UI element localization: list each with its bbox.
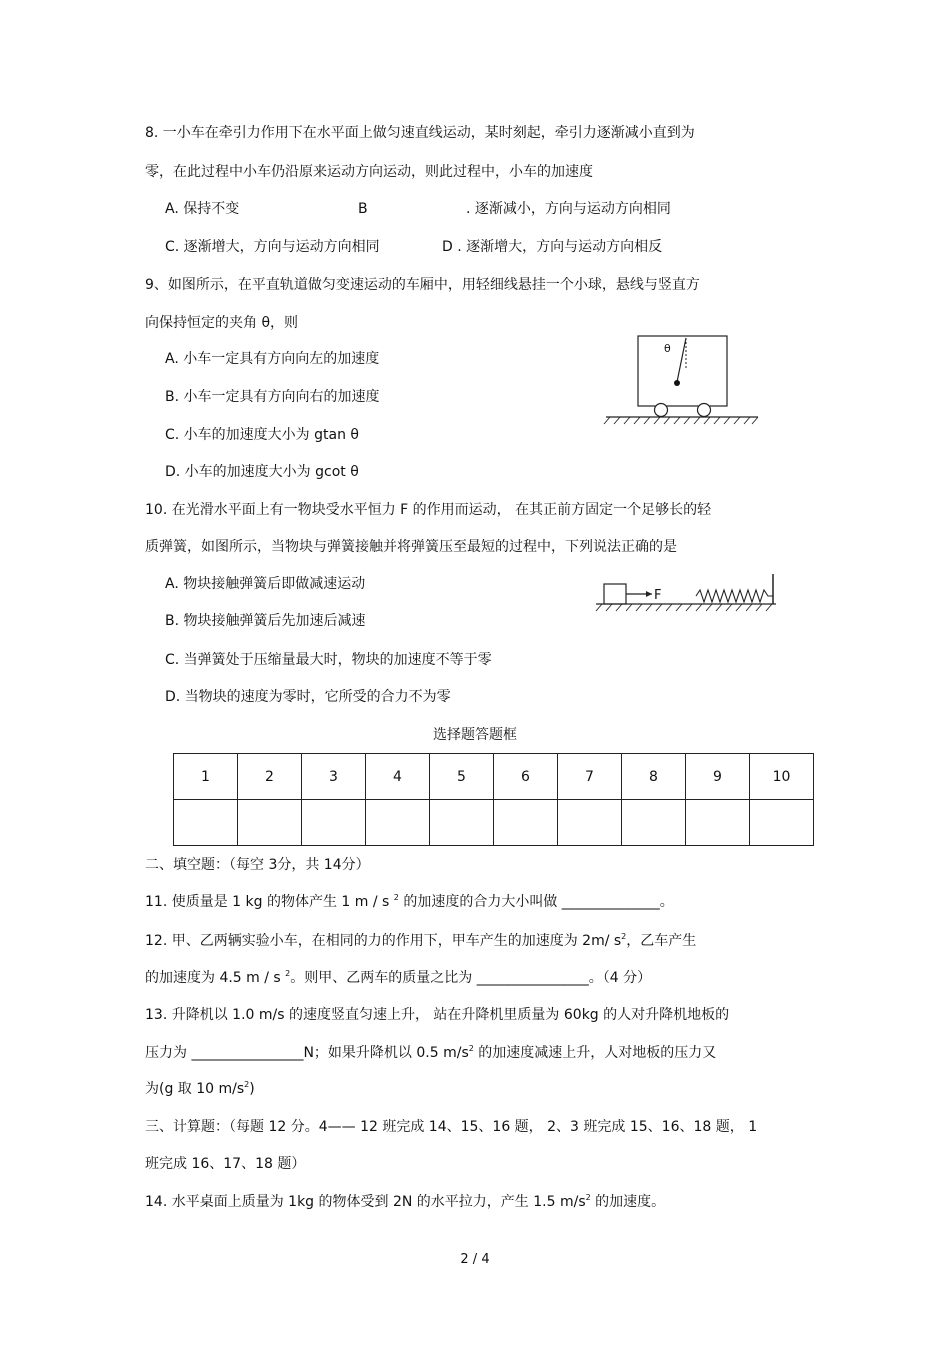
q8-line1: 8. 一小车在牵引力作用下在水平面上做匀速直线运动，某时刻起，牵引力逐渐减小直到为: [145, 125, 695, 141]
section2-header: 二、填空题：（每空 3分，共 14分）: [145, 857, 370, 873]
cart-pendulum-figure: [600, 330, 765, 430]
block: [604, 584, 626, 604]
q13-line3: [145, 1080, 255, 1098]
block-spring-figure: [592, 570, 782, 615]
answer-blank-cell[interactable]: [558, 800, 622, 846]
cart-body: [638, 336, 727, 406]
q14-text: 14. 水平桌面上质量为 1kg 的物体受到 2N 的水平拉力，产生 1.5 m/s: [145, 1194, 586, 1210]
q12-line1: [145, 932, 696, 950]
answer-number-cell: 8: [622, 754, 686, 800]
answer-number-cell: 3: [302, 754, 366, 800]
q13-b-sup: 2: [468, 1044, 474, 1053]
answer-box-title: 选择题答题框: [433, 727, 517, 743]
q14-end: 的加速度。: [590, 1194, 666, 1210]
answer-blank-cell[interactable]: [750, 800, 814, 846]
cart-wheel-left: [655, 404, 668, 417]
q10-option-d: D. 当物块的速度为零时，它所受的合力不为零: [165, 689, 451, 705]
q13-c-end: ): [249, 1081, 255, 1097]
q14: [145, 1193, 665, 1211]
q8-option-b-label: B: [358, 201, 368, 217]
section3-header-line1: 三、计算题：（每题 12 分。4—— 12 班完成 14、15、16 题， 2、3 班完成 15、16、18 题， 1: [145, 1119, 758, 1135]
q9-line1: 9、如图所示，在平直轨道做匀变速运动的车厢中，用轻细线悬挂一个小球，悬线与竖直方: [145, 277, 700, 293]
q13-line2: [145, 1044, 716, 1062]
force-arrowhead: [646, 591, 652, 597]
q9-option-d: D. 小车的加速度大小为 gcot θ: [165, 464, 359, 480]
q12-a-end: ，乙车产生: [626, 933, 697, 949]
answer-blank-cell[interactable]: [174, 800, 238, 846]
q10-line2: 质弹簧，如图所示，当物块与弹簧接触并将弹簧压至最短的过程中，下列说法正确的是: [145, 539, 677, 555]
q11-end: 的加速度的合力大小叫做 ______________。: [398, 894, 674, 910]
force-label: F: [654, 588, 662, 603]
q12-a-sup: 2: [621, 932, 627, 941]
page-number: 2 / 4: [460, 1252, 490, 1267]
cart-wheel-right: [698, 404, 711, 417]
q13-c-text: 为(g 取 10 m/s: [145, 1081, 245, 1097]
answer-number-cell: 2: [238, 754, 302, 800]
floor-hatch: [596, 604, 772, 611]
q9-option-a: A. 小车一定具有方向向左的加速度: [165, 351, 380, 367]
q8-option-a: A. 保持不变: [165, 201, 240, 217]
answer-blank-cell[interactable]: [430, 800, 494, 846]
q11-text: 11. 使质量是 1 kg 的物体产生 1 m / s: [145, 894, 394, 910]
q8-option-d: D . 逐渐增大，方向与运动方向相反: [442, 239, 663, 255]
q10-option-a: A. 物块接触弹簧后即做减速运动: [165, 576, 366, 592]
q10-option-b: B. 物块接触弹簧后先加速后减速: [165, 613, 366, 629]
q12-a-text: 12. 甲、乙两辆实验小车，在相同的力的作用下，甲车产生的加速度为 2m/ s: [145, 933, 622, 949]
answer-blank-cell[interactable]: [238, 800, 302, 846]
q9-line2: 向保持恒定的夹角 θ，则: [145, 315, 299, 331]
q11-sup: 2: [393, 893, 399, 902]
q12-b-sup: 2: [285, 969, 291, 978]
answer-number-cell: 10: [750, 754, 814, 800]
q10-line1: 10. 在光滑水平面上有一物块受水平恒力 F 的作用而运动， 在其正前方固定一个足够长的轻: [145, 502, 712, 518]
answer-number-cell: 6: [494, 754, 558, 800]
answer-table-header-row: [174, 754, 814, 800]
answer-number-cell: 1: [174, 754, 238, 800]
answer-blank-cell[interactable]: [494, 800, 558, 846]
section3-header-line2: 班完成 16、17、18 题）: [145, 1156, 306, 1172]
answer-number-cell: 4: [366, 754, 430, 800]
q12-b-text: 的加速度为 4.5 m / s: [145, 970, 286, 986]
q8-option-c: C. 逐渐增大，方向与运动方向相同: [165, 239, 380, 255]
q11: [145, 893, 674, 911]
pendulum-ball: [674, 380, 680, 386]
q14-sup: 2: [585, 1193, 591, 1202]
q8-option-b-text: . 逐渐减小，方向与运动方向相同: [466, 201, 671, 217]
answer-number-cell: 7: [558, 754, 622, 800]
q10-option-c: C. 当弹簧处于压缩量最大时，物块的加速度不等于零: [165, 652, 492, 668]
spring: [696, 590, 773, 602]
answer-number-cell: 5: [430, 754, 494, 800]
q13-line1: 13. 升降机以 1.0 m/s 的速度竖直匀速上升， 站在升降机里质量为 60kg 的人对升降机地板的: [145, 1007, 730, 1023]
theta-label: θ: [664, 342, 671, 355]
answer-table-blank-row: [174, 800, 814, 846]
q9-option-c: C. 小车的加速度大小为 gtan θ: [165, 427, 359, 443]
answer-blank-cell[interactable]: [366, 800, 430, 846]
q12-line2: [145, 969, 651, 987]
answer-blank-cell[interactable]: [302, 800, 366, 846]
answer-blank-cell[interactable]: [622, 800, 686, 846]
answer-table: [173, 753, 814, 846]
answer-number-cell: 9: [686, 754, 750, 800]
q9-option-b: B. 小车一定具有方向向右的加速度: [165, 389, 380, 405]
q13-b-end: 的加速度减速上升，人对地板的压力又: [473, 1045, 717, 1061]
q13-b-text: 压力为 ________________N；如果升降机以 0.5 m/s: [145, 1045, 469, 1061]
q8-line2: 零，在此过程中小车仍沿原来运动方向运动，则此过程中，小车的加速度: [145, 164, 593, 180]
pendulum-string: [677, 338, 686, 382]
q13-c-sup: 2: [244, 1080, 250, 1089]
answer-blank-cell[interactable]: [686, 800, 750, 846]
q12-b-end: 。则甲、乙两车的质量之比为 ________________。（4 分）: [290, 970, 652, 986]
ground-hatch: [604, 417, 758, 424]
